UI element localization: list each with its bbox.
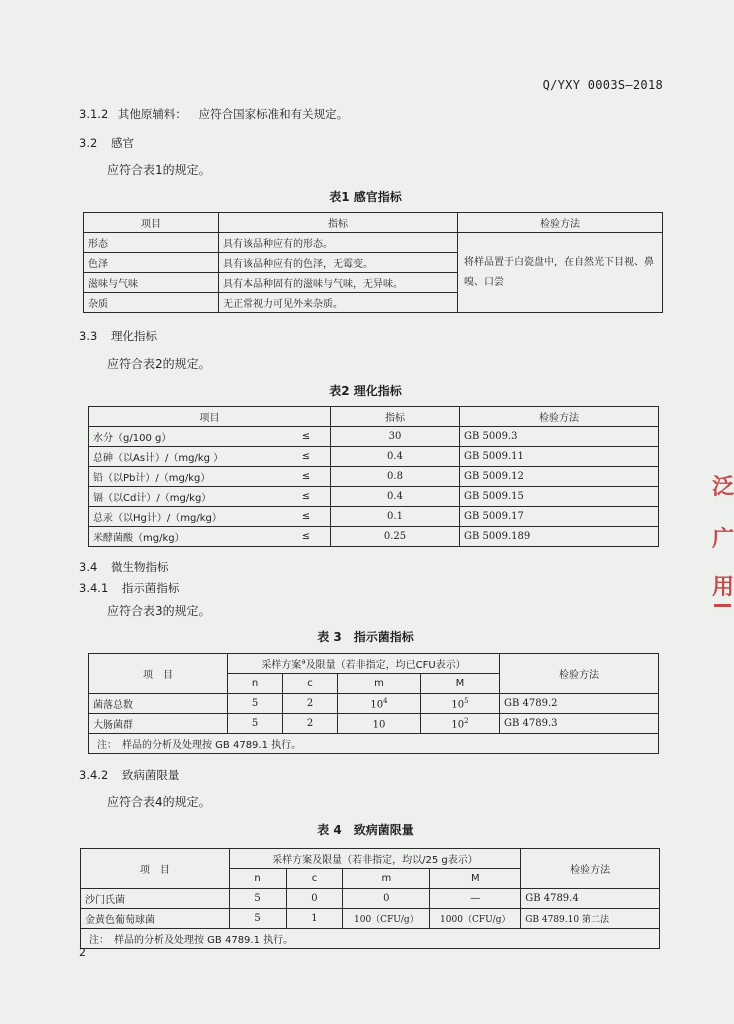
table2-cell-value: 0.4 (331, 447, 460, 467)
section-3-3-text: 应符合表2的规定。 (107, 357, 211, 371)
table4-note: 注： 样品的分析及处理按 GB 4789.1 执行。 (81, 929, 660, 949)
table2-cell-item: 总砷（以As计）/（mg/kg ） (89, 447, 283, 467)
table4-sub-c: c (286, 869, 343, 889)
table-row (89, 527, 659, 547)
table2-header-item: 项目 (89, 407, 331, 427)
table1-header-method: 检验方法 (458, 213, 663, 233)
table3-cell-m: $10^4$ (338, 694, 421, 714)
section-3-4 (79, 559, 168, 575)
table4-header-plan: 采样方案及限量（若非指定，均以/25 g表示） (229, 849, 521, 869)
section-3-1-2 (79, 106, 348, 122)
table2-cell-method: GB 5009.3 (460, 427, 659, 447)
table1-cell-req: 具有该品种应有的形态。 (219, 233, 458, 253)
table2-cell-item: 水分（g/100 g） (89, 427, 283, 447)
table3-cell-method: GB 4789.3 (500, 714, 659, 734)
section-text: 应符合国家标准和有关规定。 (198, 107, 349, 121)
table1-header-req: 指标 (219, 213, 458, 233)
section-title: 其他原辅料： (117, 107, 187, 121)
table3-indicator-bacteria (88, 653, 659, 754)
table2-cell-op: ≤ (282, 487, 331, 507)
section-3-3 (79, 328, 157, 344)
standard-number: Q/YXY 0003S—2018 (542, 78, 663, 92)
section-3-4-1-text: 应符合表3的规定。 (107, 604, 211, 618)
table2-cell-item: 铅（以Pb计）/（mg/kg） (89, 467, 283, 487)
table3-sub-m: m (338, 674, 421, 694)
table4-cell-n: 5 (229, 889, 286, 909)
table2-cell-op: ≤ (282, 467, 331, 487)
table3-header-method: 检验方法 (500, 654, 659, 694)
stamp-fragment: 广 (712, 527, 734, 552)
table4-cell-m: 0 (343, 889, 430, 909)
table2-cell-method: GB 5009.12 (460, 467, 659, 487)
table1-cell-item: 滋味与气味 (84, 273, 219, 293)
table4-cell-c: 1 (286, 909, 343, 929)
table3-cell-M: $10^2$ (421, 714, 500, 734)
section-3-4-2-text: 应符合表4的规定。 (107, 795, 211, 809)
table-row (81, 889, 660, 909)
table1-header-item: 项目 (84, 213, 219, 233)
table2-header-method: 检验方法 (460, 407, 659, 427)
table1-cell-req: 无正常视力可见外来杂质。 (219, 293, 458, 313)
table2-cell-method: GB 5009.15 (460, 487, 659, 507)
stamp-fragment: 用 (712, 575, 734, 600)
table2-cell-op: ≤ (282, 507, 331, 527)
table-row (89, 487, 659, 507)
section-number: 3.4.2 (79, 768, 109, 782)
section-3-2-text: 应符合表1的规定。 (107, 163, 211, 177)
table2-cell-op: ≤ (282, 427, 331, 447)
table3-cell-n: 5 (228, 714, 283, 734)
section-3-4-1 (79, 580, 179, 596)
table3-cell-method: GB 4789.2 (500, 694, 659, 714)
table4-header-method: 检验方法 (521, 849, 660, 889)
table-row (89, 507, 659, 527)
table2-cell-value: 0.8 (331, 467, 460, 487)
table1-sensory (83, 212, 663, 313)
section-number: 3.3 (79, 329, 98, 343)
table1-cell-item: 色泽 (84, 253, 219, 273)
section-3-2 (79, 135, 134, 151)
table4-cell-item: 金黄色葡萄球菌 (81, 909, 230, 929)
table3-cell-m: 10 (338, 714, 421, 734)
table2-cell-item: 米酵菌酸（mg/kg） (89, 527, 283, 547)
section-number: 3.1.2 (79, 107, 109, 121)
section-title: 指示菌指标 (121, 581, 180, 595)
table3-cell-item: 大肠菌群 (89, 714, 228, 734)
table4-header-item: 项 目 (81, 849, 230, 889)
table-row (81, 909, 660, 929)
table1-cell-req: 具有本品种固有的滋味与气味，无异味。 (219, 273, 458, 293)
stamp-fragment: 泛 (712, 475, 734, 500)
table2-cell-value: 0.1 (331, 507, 460, 527)
table4-cell-M: 1000（CFU/g） (430, 909, 521, 929)
table2-header-value: 指标 (331, 407, 460, 427)
table-row (89, 694, 659, 714)
table-row (89, 467, 659, 487)
section-3-4-2 (79, 767, 179, 783)
table2-cell-op: ≤ (282, 447, 331, 467)
table4-caption: 表 4 致病菌限量 (317, 823, 414, 837)
table3-header-item: 项 目 (89, 654, 228, 694)
table2-cell-value: 0.25 (331, 527, 460, 547)
table4-sub-M: M (430, 869, 521, 889)
table2-cell-value: 30 (331, 427, 460, 447)
table2-cell-item: 镉（以Cd计）/（mg/kg） (89, 487, 283, 507)
table3-sub-n: n (228, 674, 283, 694)
section-title: 微生物指标 (110, 560, 169, 574)
table-row (89, 447, 659, 467)
table2-cell-method: GB 5009.189 (460, 527, 659, 547)
table3-cell-c: 2 (283, 694, 338, 714)
table4-cell-n: 5 (229, 909, 286, 929)
table4-sub-m: m (343, 869, 430, 889)
table2-cell-value: 0.4 (331, 487, 460, 507)
table4-cell-m: 100（CFU/g） (343, 909, 430, 929)
table1-cell-item: 杂质 (84, 293, 219, 313)
table-row (89, 714, 659, 734)
table4-cell-method: GB 4789.4 (521, 889, 660, 909)
table3-header-plan: 采样方案$^a$及限量（若非指定，均已CFU表示） (228, 654, 500, 674)
table1-caption: 表1 感官指标 (329, 190, 402, 204)
table4-cell-item: 沙门氏菌 (81, 889, 230, 909)
table4-pathogen-limits (80, 848, 660, 949)
table4-cell-M: — (430, 889, 521, 909)
table3-cell-c: 2 (283, 714, 338, 734)
table3-cell-n: 5 (228, 694, 283, 714)
section-number: 3.2 (79, 136, 98, 150)
section-title: 感官 (110, 136, 134, 150)
section-number: 3.4 (79, 560, 98, 574)
table2-caption: 表2 理化指标 (329, 384, 402, 398)
section-title: 致病菌限量 (121, 768, 180, 782)
table2-cell-op: ≤ (282, 527, 331, 547)
table4-cell-c: 0 (286, 889, 343, 909)
table4-cell-method: GB 4789.10 第二法 (521, 909, 660, 929)
table1-cell-item: 形态 (84, 233, 219, 253)
table3-note: 注： 样品的分析及处理按 GB 4789.1 执行。 (89, 734, 659, 754)
table2-cell-method: GB 5009.17 (460, 507, 659, 527)
table-row (89, 427, 659, 447)
section-title: 理化指标 (110, 329, 157, 343)
table1-cell-method: 将样品置于白瓷盘中，在自然光下目视、鼻嗅、口尝 (458, 233, 663, 313)
stamp-edge (714, 604, 731, 607)
table3-sub-M: M (421, 674, 500, 694)
table3-sub-c: c (283, 674, 338, 694)
table-row (84, 233, 663, 253)
table1-cell-req: 具有该品种应有的色泽，无霉变。 (219, 253, 458, 273)
table2-cell-method: GB 5009.11 (460, 447, 659, 467)
table2-physicochemical (88, 406, 659, 547)
table3-cell-item: 菌落总数 (89, 694, 228, 714)
page-number: 2 (79, 946, 86, 959)
table2-cell-item: 总汞（以Hg计）/（mg/kg） (89, 507, 283, 527)
table3-cell-M: $10^5$ (421, 694, 500, 714)
section-number: 3.4.1 (79, 581, 109, 595)
table3-caption: 表 3 指示菌指标 (317, 630, 414, 644)
table4-sub-n: n (229, 869, 286, 889)
